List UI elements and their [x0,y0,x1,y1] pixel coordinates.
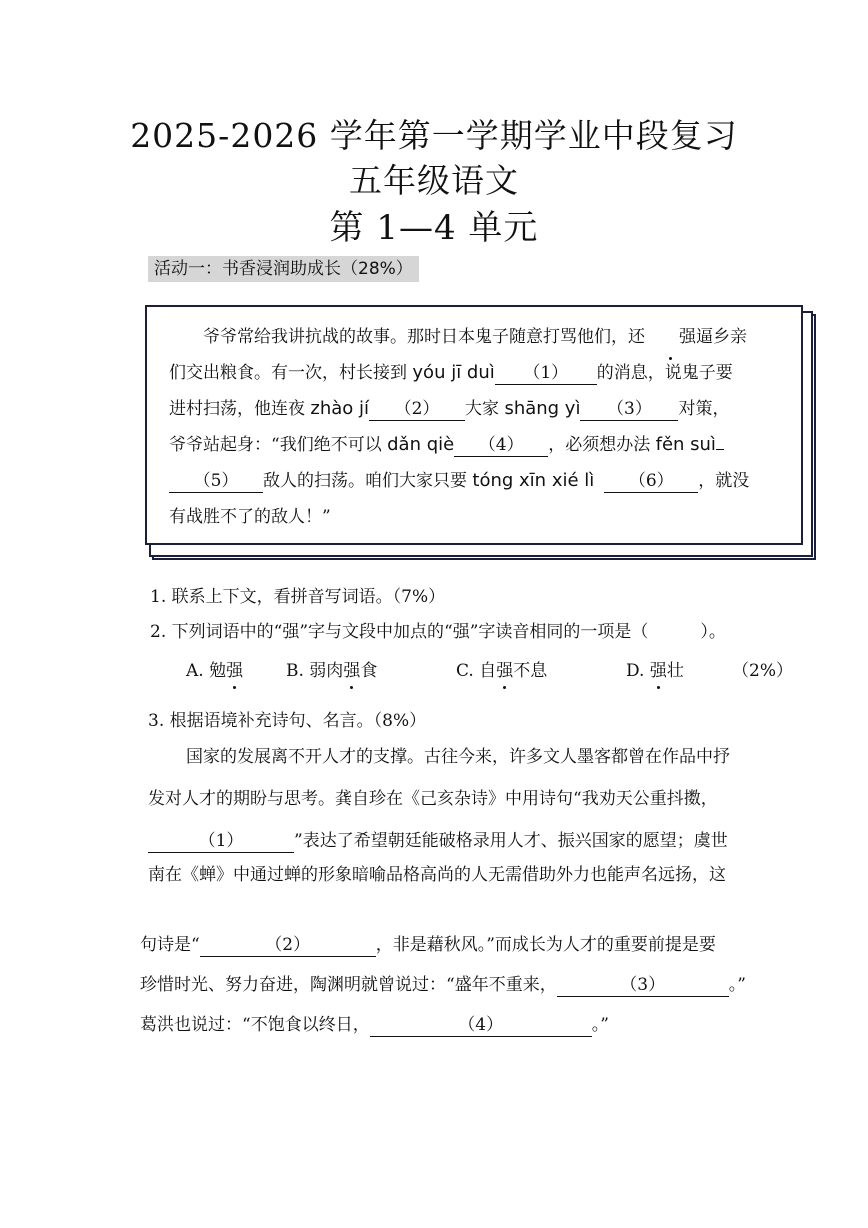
passage-text: 大家 [465,399,505,419]
option-d-text: D. [626,661,650,681]
answer-blank-3[interactable]: （3） [580,398,678,421]
answer-blank-6[interactable]: （6） [604,470,698,493]
question-2-score: （2%） [732,661,793,681]
passage-line [169,391,779,427]
passage-box [145,305,803,545]
doc-title: 2025-2026 学年第一学期学业中段复习 [130,116,738,155]
passage-text: 们交出粮食。有一次，村长接到 [169,363,413,383]
passage-line [169,319,779,355]
q3-line-5 [140,930,716,957]
answer-blank-4[interactable]: （4） [454,434,548,457]
dotted-char: 强 [645,319,696,355]
passage-text: 有战胜不了的敌人！” [169,507,331,527]
option-b-text: B. 弱肉 [286,661,344,681]
question-2-text-end: ）。 [700,622,726,642]
q3-line-7 [140,1010,609,1037]
poem-blank-3[interactable]: （3） [557,974,729,997]
passage-text: 爷爷常给我讲抗战的故事。那时日本鬼子随意打骂他们，还 [203,327,645,347]
passage-text: 爷爷站起身：“我们绝不可以 [169,435,388,455]
passage-line [169,427,779,463]
q3-line-5-text-end: ，非是藉秋风。”而成长为人才的重要前提是要 [375,935,716,955]
option-c-text-end: 不息 [513,661,548,681]
passage-text: 对策， [678,399,730,419]
question-2-text: 2. 下列词语中的“强”字与文段中加点的“强”字读音相同的一项是（ [150,622,649,642]
question-3: 3. 根据语境补充诗句、名言。（8%） [148,711,427,731]
passage-text: 逼乡亲 [696,327,747,347]
passage-line [169,499,779,535]
q3-line-1: 国家的发展离不开人才的支撑。古往今来，许多文人墨客都曾在作品中抒 [186,747,730,767]
q3-line-6 [140,970,746,997]
passage-text: ，必须想办法 [548,435,656,455]
q3-line-7-text-end: 。” [591,1015,609,1035]
option-c-text: C. 自 [456,661,497,681]
passage-line [169,463,779,499]
passage-text: ，就没 [698,471,750,491]
pinyin: zhào jí [310,398,370,419]
section-label: 活动一：书香浸润助成长（28%） [148,256,419,282]
q3-line-2: 发对人才的期盼与思考。龚自珍在《己亥杂诗》中用诗句“我劝天公重抖擞， [148,789,718,809]
doc-subtitle-units: 第 1—4 单元 [329,208,539,248]
poem-blank-1[interactable]: （1） [148,830,294,853]
pinyin: yóu jī duì [412,362,495,383]
dotted-char: 强 [343,658,360,684]
answer-blank-5[interactable]: （5） [169,470,263,493]
q3-line-7-text: 葛洪也说过：“不饱食以终日， [140,1015,370,1035]
option-a[interactable] [186,658,243,684]
option-c[interactable] [456,658,547,684]
passage-text: 进村扫荡，他连夜 [169,399,311,419]
pinyin: tóng xīn xié lì [472,470,595,491]
dotted-char: 强 [226,658,243,684]
pinyin: dǎn qiè [387,434,455,455]
dotted-char: 强 [650,658,667,684]
option-b-text-end: 食 [360,661,378,681]
pinyin: shāng yì [504,398,581,419]
answer-blank-1[interactable]: （1） [495,362,597,385]
answer-blank-2[interactable]: （2） [369,398,465,421]
option-a-text: A. 勉 [186,661,227,681]
passage-text: 的消息，说鬼子要 [596,363,733,383]
q3-line-3 [148,826,728,853]
passage-line [169,355,779,391]
q3-line-3-text: ”表达了希望朝廷能破格录用人才、振兴国家的愿望；虞世 [294,831,728,851]
question-1: 1. 联系上下文，看拼音写词语。（7%） [150,587,446,607]
option-b[interactable] [286,658,377,684]
dotted-char: 强 [496,658,513,684]
q3-line-6-text: 珍惜时光、努力奋进，陶渊明就曾说过：“盛年不重来， [140,975,557,995]
question-2 [150,619,726,645]
q3-line-5-text: 句诗是“ [140,935,200,955]
option-d[interactable] [626,658,684,684]
q3-line-6-text-end: 。” [728,975,746,995]
answer-blank-5-start[interactable] [716,449,724,450]
poem-blank-2[interactable]: （2） [200,934,376,957]
option-d-text-end: 壮 [666,661,684,681]
q3-line-4: 南在《蝉》中通过蝉的形象暗喻品格高尚的人无需借助外力也能声名远扬，这 [148,865,726,885]
poem-blank-4[interactable]: （4） [370,1014,592,1037]
doc-subtitle-grade: 五年级语文 [349,161,519,200]
pinyin: fěn suì [655,434,716,455]
passage-text: 敌人的扫荡。咱们大家只要 [263,471,473,491]
